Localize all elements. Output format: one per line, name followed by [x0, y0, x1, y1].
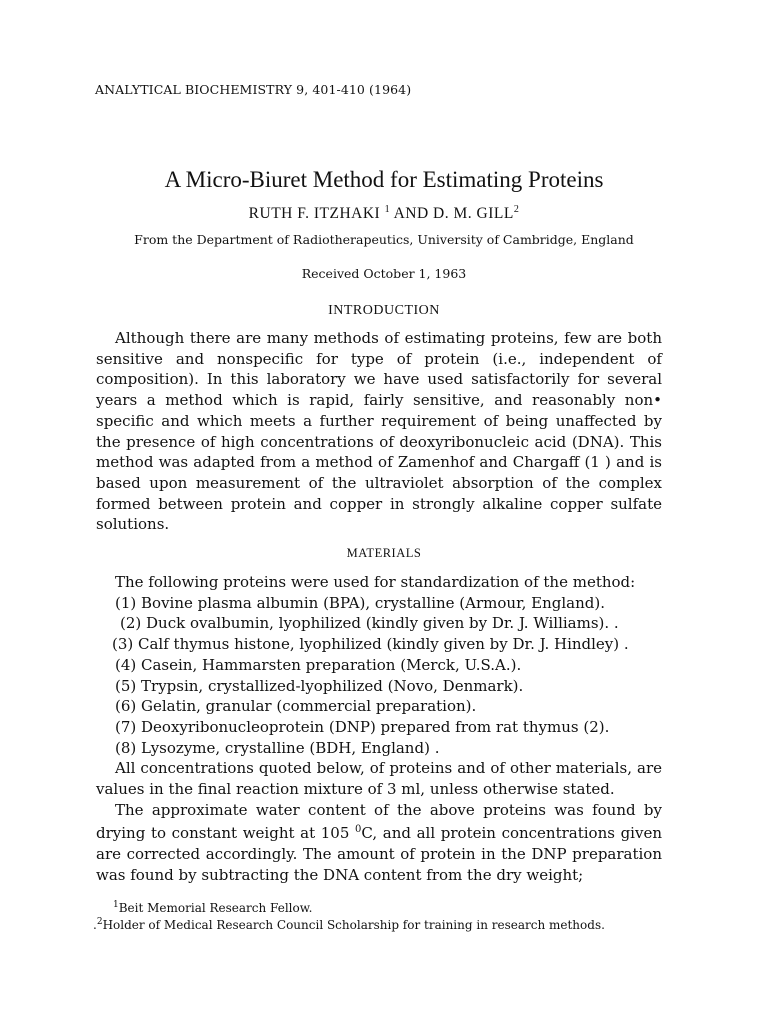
author-name: AND D. M. GILL: [390, 205, 514, 223]
section-heading-materials: MATERIALS: [346, 546, 422, 560]
section-heading-introduction: INTRODUCTION: [328, 303, 440, 318]
list-item: (2) Duck ovalbumin, lyophilized (kindly given by Dr. J. Williams). .: [120, 614, 619, 633]
paragraph-text: The approximate water content of the above proteins was found by drying to constant weight at 105: [96, 800, 662, 843]
author-name: RUTH F. ITZHAKI: [248, 205, 381, 223]
footnote-text: Holder of Medical Research Council Scholarship for training in research methods.: [102, 918, 605, 932]
footnote-marker: 1: [113, 900, 119, 910]
footnote-prefix: .: [93, 918, 97, 932]
footnote-marker: 2: [513, 204, 520, 215]
paragraph-text: C, and all protein concentrations given are corrected accordingly. The amount of protein in the DNP preparation was found by subtracting the DNA content from the dry weight;: [96, 824, 662, 884]
paper-title: A Micro-Biuret Method for Estimating Proteins: [164, 167, 604, 192]
materials-paragraph: [96, 800, 662, 886]
footnote-marker: 2: [96, 917, 103, 927]
list-item: (7) Deoxyribonucleoprotein (DNP) prepared from rat thymus (2).: [115, 717, 610, 736]
footnote-marker: 1: [384, 204, 391, 215]
list-item: (5) Trypsin, crystallized-lyophilized (Novo, Denmark).: [115, 676, 524, 695]
affiliation: From the Department of Radiotherapeutics, University of Cambridge, England: [134, 232, 634, 247]
footnote-1: [113, 900, 312, 915]
footnote-text: Beit Memorial Research Fellow.: [118, 901, 313, 915]
list-item: (3) Calf thymus histone, lyophilized (kindly given by Dr. J. Hindley) .: [112, 635, 629, 654]
materials-section: [96, 572, 662, 886]
degree-sign: 0: [355, 824, 362, 836]
author-line: [0, 204, 768, 223]
journal-citation: ANALYTICAL BIOCHEMISTRY 9, 401-410 (1964): [95, 82, 412, 97]
list-item: (8) Lysozyme, crystalline (BDH, England) .: [115, 738, 440, 757]
materials-lead: The following proteins were used for standardization of the method:: [115, 573, 636, 591]
materials-paragraph: All concentrations quoted below, of proteins and of other materials, are values in the final reaction mixture of 3 ml, unless otherwise stated.: [96, 759, 662, 799]
list-item: (4) Casein, Hammarsten preparation (Merck, U.S.A.).: [115, 655, 522, 674]
introduction-paragraph: Although there are many methods of estimating proteins, few are both sensitive and nonspecific for type of protein (i.e., independent of composition). In this laboratory we have used satisfactorily for several years a method which is rapid, fairly sensitive, and reasonably non• specific and which meets a further requirement of being unaffected by the presence of high concentrations of deoxyribonucleic acid (DNA). This method was adapted from a method of Zamenhof and Chargaff (1 ) and is based upon measurement of the ultraviolet absorption of the complex formed between protein and copper in strongly alkaline copper sulfate solutions.: [96, 329, 662, 534]
list-item: (1) Bovine plasma albumin (BPA), crystalline (Armour, England).: [115, 593, 605, 612]
list-item: (6) Gelatin, granular (commercial preparation).: [115, 697, 477, 716]
received-date: Received October 1, 1963: [301, 266, 467, 281]
footnote-2: [93, 917, 605, 932]
